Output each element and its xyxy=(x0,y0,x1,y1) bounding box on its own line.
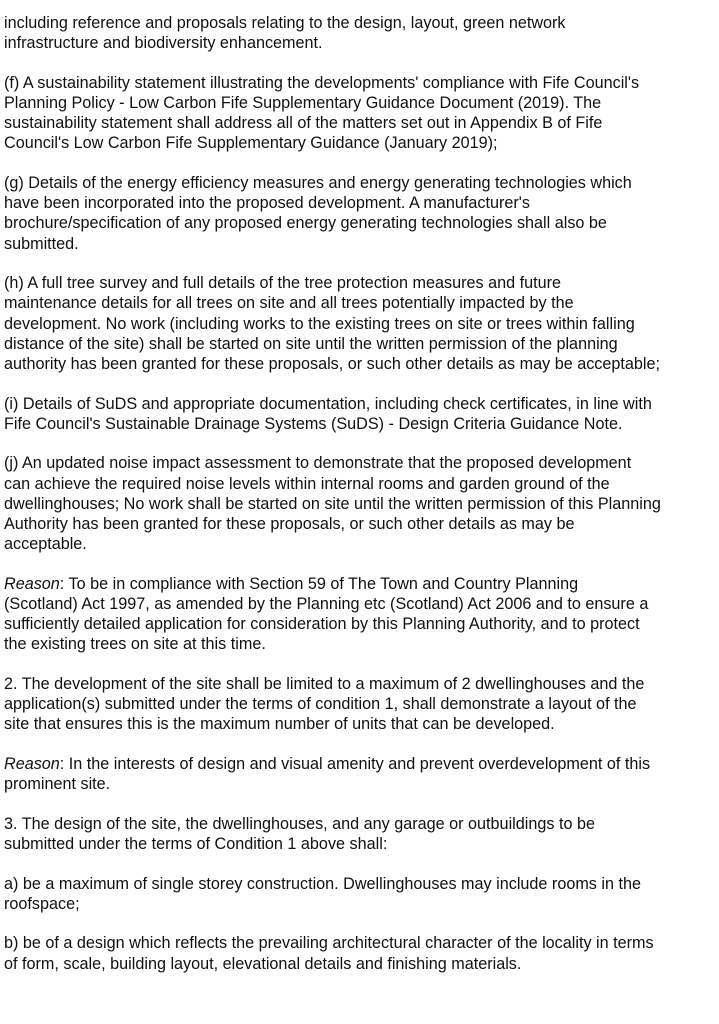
paragraph-condition-h xyxy=(4,273,716,374)
paragraph-condition-i xyxy=(4,394,716,434)
paragraph-condition-j xyxy=(4,453,716,554)
paragraph-reason-2 xyxy=(4,754,716,794)
paragraph-text: : In the interests of design and visual amenity and prevent overdevelopment of this prominent site. xyxy=(4,755,651,794)
paragraph-text: (g) Details of the energy efficiency measures and energy generating technologies which have been incorporated into the proposed development. A manufacturer's brochure/specification of any proposed energy generating technologies shall also be submitted. xyxy=(4,174,632,253)
reason-label: Reason xyxy=(4,574,60,593)
paragraph-text: a) be a maximum of single storey construction. Dwellinghouses may include rooms in the roofspace; xyxy=(4,874,641,913)
document-page xyxy=(4,13,716,993)
reason-label: Reason xyxy=(4,755,60,774)
paragraph-reason-1 xyxy=(4,574,716,655)
paragraph-condition-2 xyxy=(4,674,716,735)
paragraph-condition-3a xyxy=(4,874,716,914)
paragraph-text: (h) A full tree survey and full details of the tree protection measures and future maintenance details for all trees on site and all trees potentially impacted by the development. No work (including works to the existing trees on site or trees within falling distance of the site) shall be started on site until the written permission of the planning authority has been granted for these proposals, or such other details as may be acceptable; xyxy=(4,274,660,374)
paragraph-condition-3 xyxy=(4,814,716,854)
paragraph-condition-g xyxy=(4,173,716,254)
paragraph-text: including reference and proposals relating to the design, layout, green network infrastructure and biodiversity enhancement. xyxy=(4,14,566,53)
paragraph-text: (j) An updated noise impact assessment to demonstrate that the proposed development can achieve the required noise levels within internal rooms and garden ground of the dwellinghouses; No work shall be started on site until the written permission of this Planning Authority has been granted for these proposals, or such other details as may be acceptable. xyxy=(4,454,661,554)
paragraph-text: 2. The development of the site shall be limited to a maximum of 2 dwellinghouses and the application(s) submitted under the terms of condition 1, shall demonstrate a layout of the site that ensures this is the maximum number of units that can be developed. xyxy=(4,675,645,734)
paragraph-continuation xyxy=(4,13,716,53)
paragraph-text: (i) Details of SuDS and appropriate documentation, including check certificates, in line with Fife Council's Sustainable Drainage Systems (SuDS) - Design Criteria Guidance Note. xyxy=(4,394,652,433)
paragraph-condition-f xyxy=(4,73,716,154)
paragraph-text: 3. The design of the site, the dwellinghouses, and any garage or outbuildings to be submitted under the terms of Condition 1 above shall: xyxy=(4,814,595,854)
paragraph-text: b) be of a design which reflects the prevailing architectural character of the locality in terms of form, scale, building layout, elevational details and finishing materials. xyxy=(4,934,654,973)
paragraph-text: : To be in compliance with Section 59 of The Town and Country Planning (Scotland) Act 1997, as amended by the Planning etc (Scotland) Act 2006 and to ensure a sufficiently detailed application for consideration by this Planning Authority, and to protect the existing trees on site at this time. xyxy=(4,574,649,654)
paragraph-condition-3b xyxy=(4,933,716,973)
paragraph-text: (f) A sustainability statement illustrating the developments' compliance with Fife Council's Planning Policy - Low Carbon Fife Supplementary Guidance Document (2019). The sustainability statement shall address all of the matters set out in Appendix B of Fife Council's Low Carbon Fife Supplementary Guidance (January 2019); xyxy=(4,73,640,153)
